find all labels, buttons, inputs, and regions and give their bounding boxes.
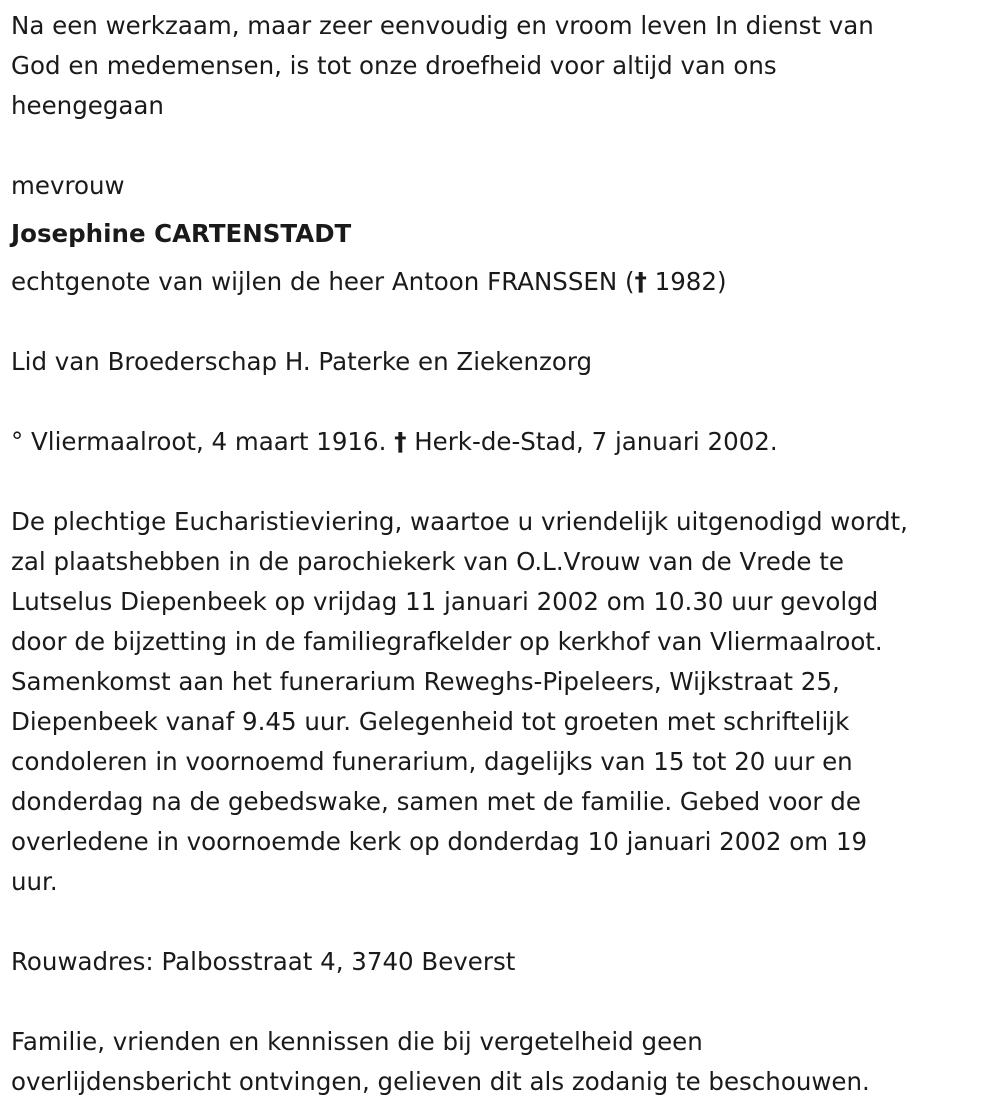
title-prefix: mevrouw — [11, 171, 125, 200]
spacer — [11, 982, 991, 1022]
death-info: Herk-de-Stad, 7 januari 2002. — [406, 427, 778, 456]
spacer — [11, 382, 991, 422]
spacer — [11, 126, 991, 166]
deceased-name: Josephine CARTENSTADT — [11, 219, 352, 248]
spouse-line — [11, 262, 991, 302]
ceremony-paragraph: De plechtige Eucharistieviering, waartoe u vriendelijk uitgenodigd wordt, zal plaatshebben in de parochiekerk van O.L.Vrouw van de Vrede te Lutselus Diepenbeek op vrijdag 11 januari 2002 om 10.30 uur gevolgd door de bijzetting in de familiegrafkelder op kerkhof van Vliermaalroot. Samenkomst aan het funerarium Reweghs-Pipeleers, Wijkstraat 25, Diepenbeek vanaf 9.45 uur. Gelegenheid tot groeten met schriftelijk condoleren in voornoemd funerarium, dagelijks van 15 tot 20 uur en donderdag na de gebedswake, samen met de familie. Gebed voor de overledene in voornoemde kerk op donderdag 10 januari 2002 om 19 uur. — [11, 507, 908, 896]
spouse-text: echtgenote van wijlen de heer Antoon FRANSSEN ( — [11, 267, 635, 296]
spacer — [11, 302, 991, 342]
spacer — [11, 462, 991, 502]
death-notice — [11, 6, 991, 1102]
membership-line: Lid van Broederschap H. Paterke en Ziekenzorg — [11, 347, 593, 376]
address-line: Rouwadres: Palbosstraat 4, 3740 Beverst — [11, 947, 516, 976]
spouse-year: 1982) — [646, 267, 727, 296]
cross-icon: † — [634, 267, 647, 296]
cross-icon: † — [394, 427, 407, 456]
spacer — [11, 902, 991, 942]
intro-paragraph: Na een werkzaam, maar zeer eenvoudig en vroom leven In dienst van God en medemensen, is tot onze droefheid voor altijd van ons heengegaan — [11, 11, 874, 120]
birth-info: ° Vliermaalroot, 4 maart 1916. — [11, 427, 395, 456]
dates-line — [11, 422, 991, 462]
closing-paragraph: Familie, vrienden en kennissen die bij vergetelheid geen overlijdensbericht ontvingen, gelieven dit als zodanig te beschouwen. — [11, 1027, 870, 1096]
